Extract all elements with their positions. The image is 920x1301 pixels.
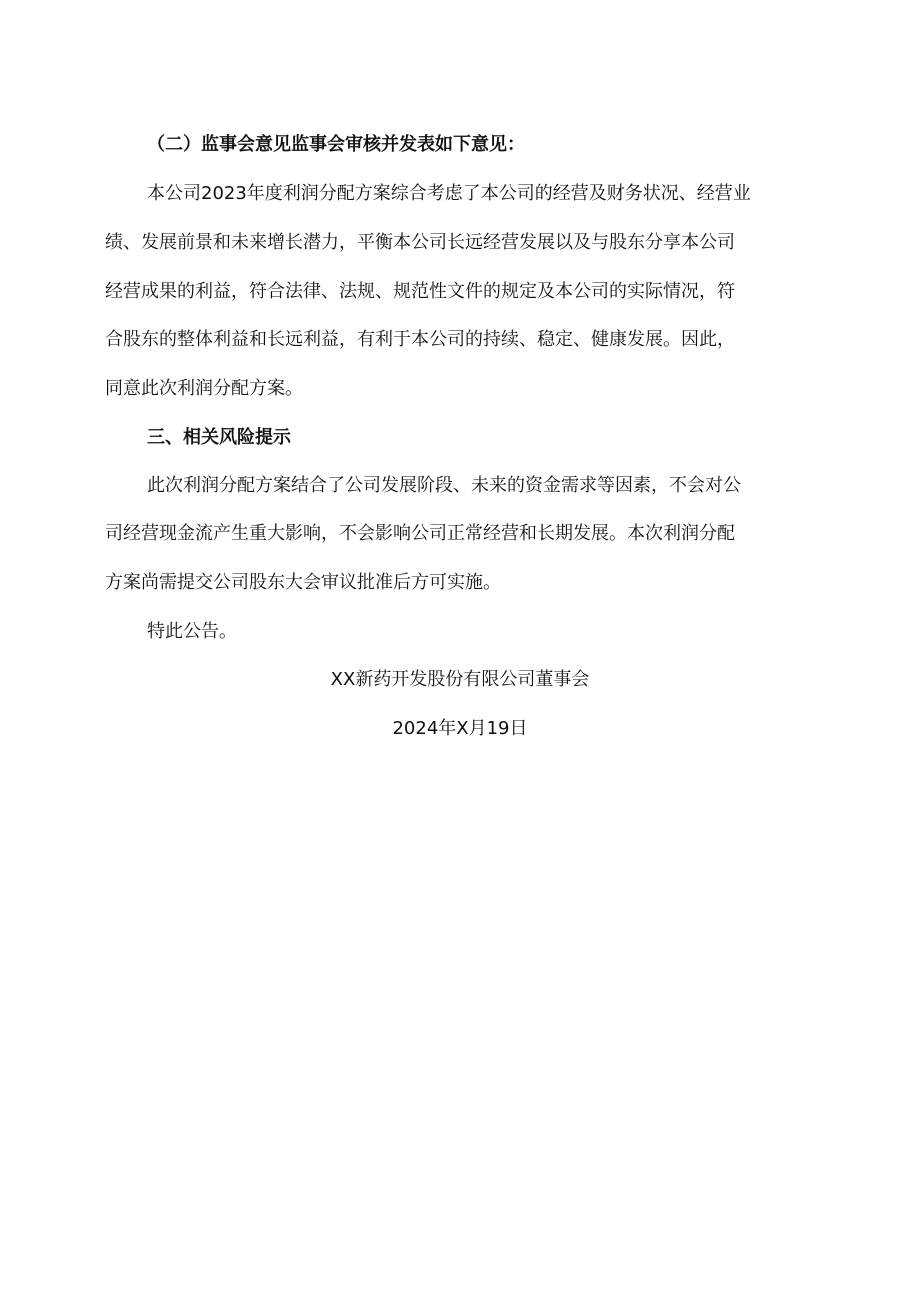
section-2-heading: （二）监事会意见监事会审核并发表如下意见： bbox=[147, 134, 525, 155]
section-3-paragraph-line-1: 此次利润分配方案结合了公司发展阶段、未来的资金需求等因素，不会对公 bbox=[147, 475, 741, 496]
signature-company: XX新药开发股份有限公司董事会 bbox=[330, 669, 590, 690]
section-3-paragraph-line-2: 司经营现金流产生重大影响，不会影响公司正常经营和长期发展。本次利润分配 bbox=[105, 523, 735, 544]
section-3-paragraph-line-3: 方案尚需提交公司股东大会审议批准后方可实施。 bbox=[105, 572, 501, 593]
closing-statement: 特此公告。 bbox=[147, 621, 237, 642]
signature-date: 2024年X月19日 bbox=[392, 718, 528, 739]
section-2-paragraph-line-3: 经营成果的利益，符合法律、法规、规范性文件的规定及本公司的实际情况，符 bbox=[105, 281, 735, 302]
section-3-heading: 三、相关风险提示 bbox=[147, 427, 291, 448]
section-2-paragraph-line-4: 合股东的整体利益和长远利益，有利于本公司的持续、稳定、健康发展。因此， bbox=[105, 329, 735, 350]
section-2-paragraph-line-5: 同意此次利润分配方案。 bbox=[105, 378, 303, 399]
section-2-paragraph-line-2: 绩、发展前景和未来增长潜力，平衡本公司长远经营发展以及与股东分享本公司 bbox=[105, 232, 735, 253]
section-2-paragraph-line-1: 本公司2023年度利润分配方案综合考虑了本公司的经营及财务状况、经营业 bbox=[147, 183, 751, 204]
